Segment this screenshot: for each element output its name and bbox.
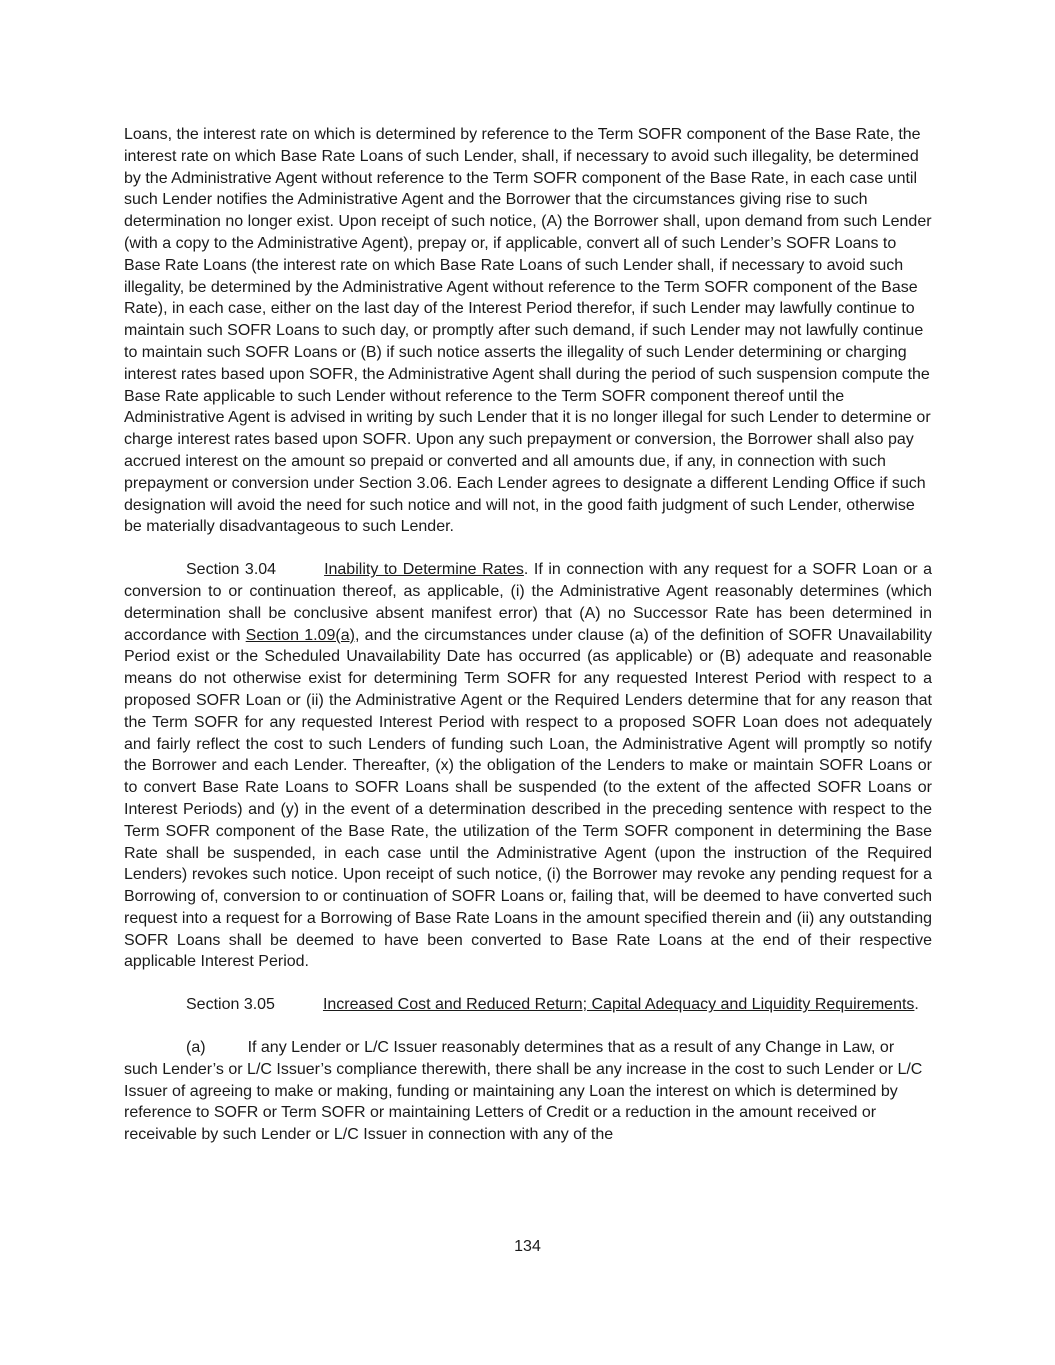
subsection-a-label: (a)	[186, 1039, 206, 1057]
continued-paragraph: Loans, the interest rate on which is determined by reference to the Term SOFR component of the Base Rate, the interest rate on which Base Rate Loans of such Lender, shall, if necessary to avoid such illegality, be determined by the Administrative Agent without reference to the Term SOFR component of the Base Rate, in each case until such Lender notifies the Administrative Agent and the Borrower that the circumstances giving rise to such determination no longer exist. Upon receipt of such notice, (A) the Borrower shall, upon demand from such Lender (with a copy to the Administrative Agent), prepay or, if applicable, convert all of such Lender’s SOFR Loans to Base Rate Loans (the interest rate on which Base Rate Loans of such Lender shall, if necessary to avoid such illegality, be determined by the Administrative Agent without reference to the Term SOFR component of the Base Rate), in each case, either on the last day of the Interest Period therefor, if such Lender may lawfully continue to maintain such SOFR Loans to such day, or promptly after such demand, if such Lender may not lawfully continue to maintain such SOFR Loans or (B) if such notice asserts the illegality of such Lender determining or charging interest rates based upon SOFR, the Administrative Agent shall during the period of such suspension compute the Base Rate applicable to such Lender without reference to the Term SOFR component thereof until the Administrative Agent is advised in writing by such Lender that it is no longer illegal for such Lender to determine or charge interest rates based upon SOFR. Upon any such prepayment or conversion, the Borrower shall also pay accrued interest on the amount so prepaid or converted and all amounts due, if any, in connection with such prepayment or conversion under Section 3.06. Each Lender agrees to designate a different Lending Office if such designation will avoid the need for such notice and will not, in the good faith judgment of such Lender, otherwise be materially disadvantageous to such Lender.	[124, 126, 932, 536]
subsection-a-paragraph	[124, 1037, 932, 1146]
section-3-05-tail: .	[914, 996, 919, 1014]
section-3-04-title: Inability to Determine Rates	[324, 561, 524, 579]
section-3-04-number: Section 3.04	[186, 561, 277, 579]
section-3-05-title: Increased Cost and Reduced Return; Capital Adequacy and Liquidity Requirements	[322, 996, 915, 1014]
section-3-04-paragraph	[124, 559, 932, 973]
page-number: 134	[514, 1238, 541, 1255]
section-3-04-text-b: , and the circumstances under clause (a) of the definition of SOFR Unavailability Period exist or the Scheduled Unavailability Date has occurred (as applicable) or (B) adequate and reasonable means do not otherwise exist for determining Term SOFR for any requested Interest Period with respect to a proposed SOFR Loan or (ii) the Administrative Agent or the Required Lenders determine that for any reason that the Term SOFR for any requested Interest Period with respect to a proposed SOFR Loan does not adequately and fairly reflect the cost to such Lenders of funding such Loan, the Administrative Agent will promptly so notify the Borrower and each Lender. Thereafter, (x) the obligation of the Lenders to make or maintain SOFR Loans or to convert Base Rate Loans to SOFR Loans shall be suspended (to the extent of the affected SOFR Loans or Interest Periods) and (y) in the event of a determination described in the preceding sentence with respect to the Term SOFR component of the Base Rate, the utilization of the Term SOFR component in determining the Base Rate shall be suspended, in each case until the Administrative Agent (upon the instruction of the Required Lenders) revokes such notice. Upon receipt of such notice, (i) the Borrower may revoke any pending request for a Borrowing of, conversion to or continuation of SOFR Loans or, failing that, will be deemed to have converted such request into a request for a Borrowing of Base Rate Loans in the amount specified therein and (ii) any outstanding SOFR Loans shall be deemed to have been converted to Base Rate Loans at the end of their respective applicable Interest Period.	[124, 626, 932, 971]
document-page	[124, 124, 932, 1167]
subsection-a-text: If any Lender or L/C Issuer reasonably determines that as a result of any Change in Law, or such Lender’s or L/C Issuer’s compliance therewith, there shall be any increase in the cost to such Lender or L/C Issuer of agreeing to make or making, funding or maintaining any Loan the interest on which is determined by reference to SOFR or Term SOFR or maintaining Letters of Credit or a reduction in the amount received or receivable by such Lender or L/C Issuer in connection with any of the	[124, 1039, 923, 1144]
section-3-04-text-a: . If in connection with any request for a SOFR Loan or a conversion to or continuation thereof, as applicable, (i) the Administrative Agent reasonably determines (which determination shall be conclusive absent manifest error) that (A) no Successor Rate has been determined in accordance with	[124, 561, 933, 644]
section-3-05-number: Section 3.05	[186, 996, 275, 1014]
section-3-05-heading	[124, 994, 932, 1016]
section-1-09a-reference: Section 1.09(a)	[245, 626, 355, 644]
